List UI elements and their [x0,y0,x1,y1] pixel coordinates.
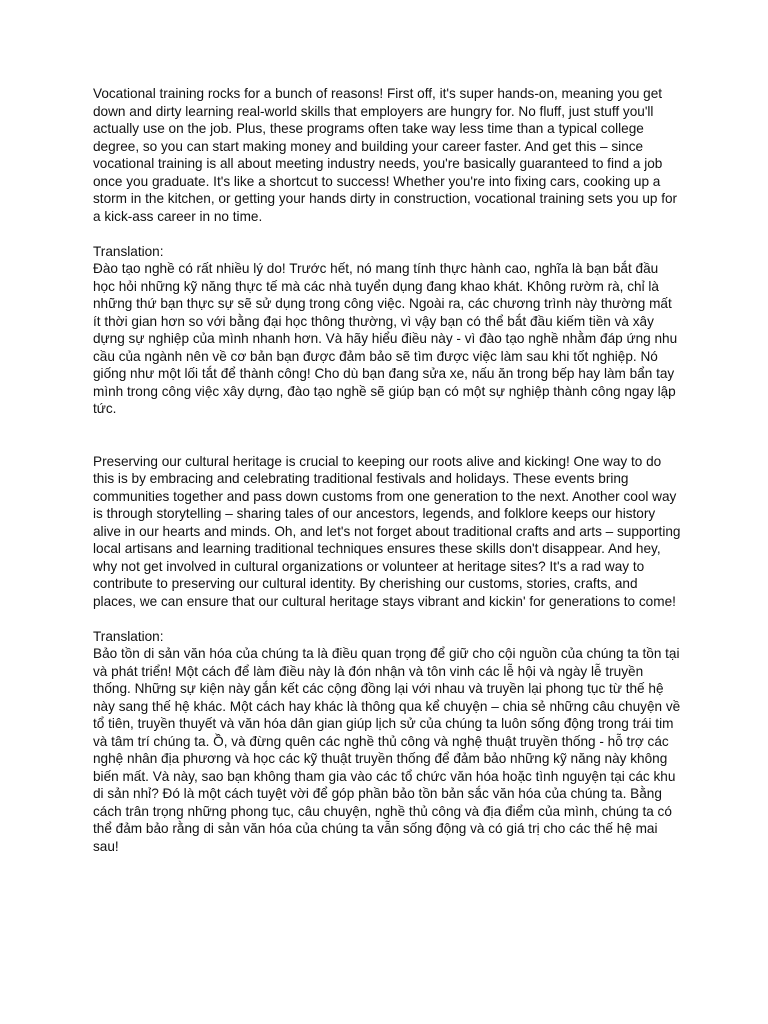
translation-paragraph: Đào tạo nghề có rất nhiều lý do! Trước hết, nó mang tính thực hành cao, nghĩa là bạn bắt đầu học hỏi những kỹ năng thực tế mà các nhà tuyển dụng đang khao khát. Không rườm rà, chỉ là những thứ bạn thực sự sẽ sử dụng trong công việc. Ngoài ra, các chương trình này thường mất ít thời gian hơn so với bằng đại học thông thường, vì vậy bạn có thể bắt đầu kiếm tiền và xây dựng sự nghiệp của mình nhanh hơn. Và hãy hiểu điều này - vì đào tạo nghề nhằm đáp ứng nhu cầu của ngành nên về cơ bản bạn được đảm bảo sẽ tìm được việc làm sau khi tốt nghiệp. Nó giống như một lối tắt để thành công! Cho dù bạn đang sửa xe, nấu ăn trong bếp hay làm bẩn tay mình trong công việc xây dựng, đào tạo nghề sẽ giúp bạn có một sự nghiệp thành công ngay lập tức. [93,261,678,416]
english-paragraph: Preserving our cultural heritage is crucial to keeping our roots alive and kicking! One way to do this is by embracing and celebrating traditional festivals and holidays. These events bring communities together and pass down customs from one generation to the next. Another cool way is through storytelling – sharing tales of our ancestors, legends, and folklore keeps our history alive in our hearts and minds. Oh, and let's not forget about traditional crafts and arts – supporting local artisans and learning traditional techniques ensures these skills don't disappear. And hey, why not get involved in cultural organizations or volunteer at heritage sites? It's a rad way to contribute to preserving our cultural identity. By cherishing our customs, stories, crafts, and places, we can ensure that our cultural heritage stays vibrant and kickin' for generations to come! [93,453,681,609]
english-paragraph: Vocational training rocks for a bunch of reasons! First off, it's super hands-on, meaning you get down and dirty learning real-world skills that employers are hungry for. No fluff, just stuff you'll actually use on the job. Plus, these programs often take way less time than a typical college degree, so you can start making money and building your career faster. And get this – since vocational training is all about meeting industry needs, you're basically guaranteed to find a job once you graduate. It's like a shortcut to success! Whether you're into fixing cars, cooking up a storm in the kitchen, or getting your hands dirty in construction, vocational training sets you up for a kick-ass career in no time. [93,86,678,224]
translation-paragraph: Bảo tồn di sản văn hóa của chúng ta là điều quan trọng để giữ cho cội nguồn của chúng ta tồn tại và phát triển! Một cách để làm điều này là đón nhận và tôn vinh các lễ hội và ngày lễ truyền thống. Những sự kiện này gắn kết các cộng đồng lại với nhau và truyền lại phong tục từ thế hệ này sang thế hệ khác. Một cách hay khác là thông qua kể chuyện – chia sẻ những câu chuyện về tổ tiên, truyền thuyết và văn hóa dân gian giúp lịch sử của chúng ta luôn sống động trong trái tim và tâm trí chúng ta. Ồ, và đừng quên các nghề thủ công và nghệ thuật truyền thống - hỗ trợ các nghệ nhân địa phương và học các kỹ thuật truyền thống để đảm bảo những kỹ năng này không biến mất. Và này, sao bạn không tham gia vào các tổ chức văn hóa hoặc tình nguyện tại các khu di sản nhỉ? Đó là một cách tuyệt vời để góp phần bảo tồn bản sắc văn hóa của chúng ta. Bằng cách trân trọng những phong tục, câu chuyện, nghề thủ công và địa điểm của mình, chúng ta có thể đảm bảo rằng di sản văn hóa của chúng ta vẫn sống động và có giá trị cho các thế hệ mai sau! [93,646,681,854]
section-spacer [93,418,683,453]
document-page [93,85,683,855]
paragraph-spacer [93,610,683,628]
translation-label: Translation: [93,628,164,644]
paragraph-spacer [93,225,683,243]
translation-label: Translation: [93,243,164,259]
section-vocational-training [93,85,683,418]
section-cultural-heritage [93,453,683,856]
